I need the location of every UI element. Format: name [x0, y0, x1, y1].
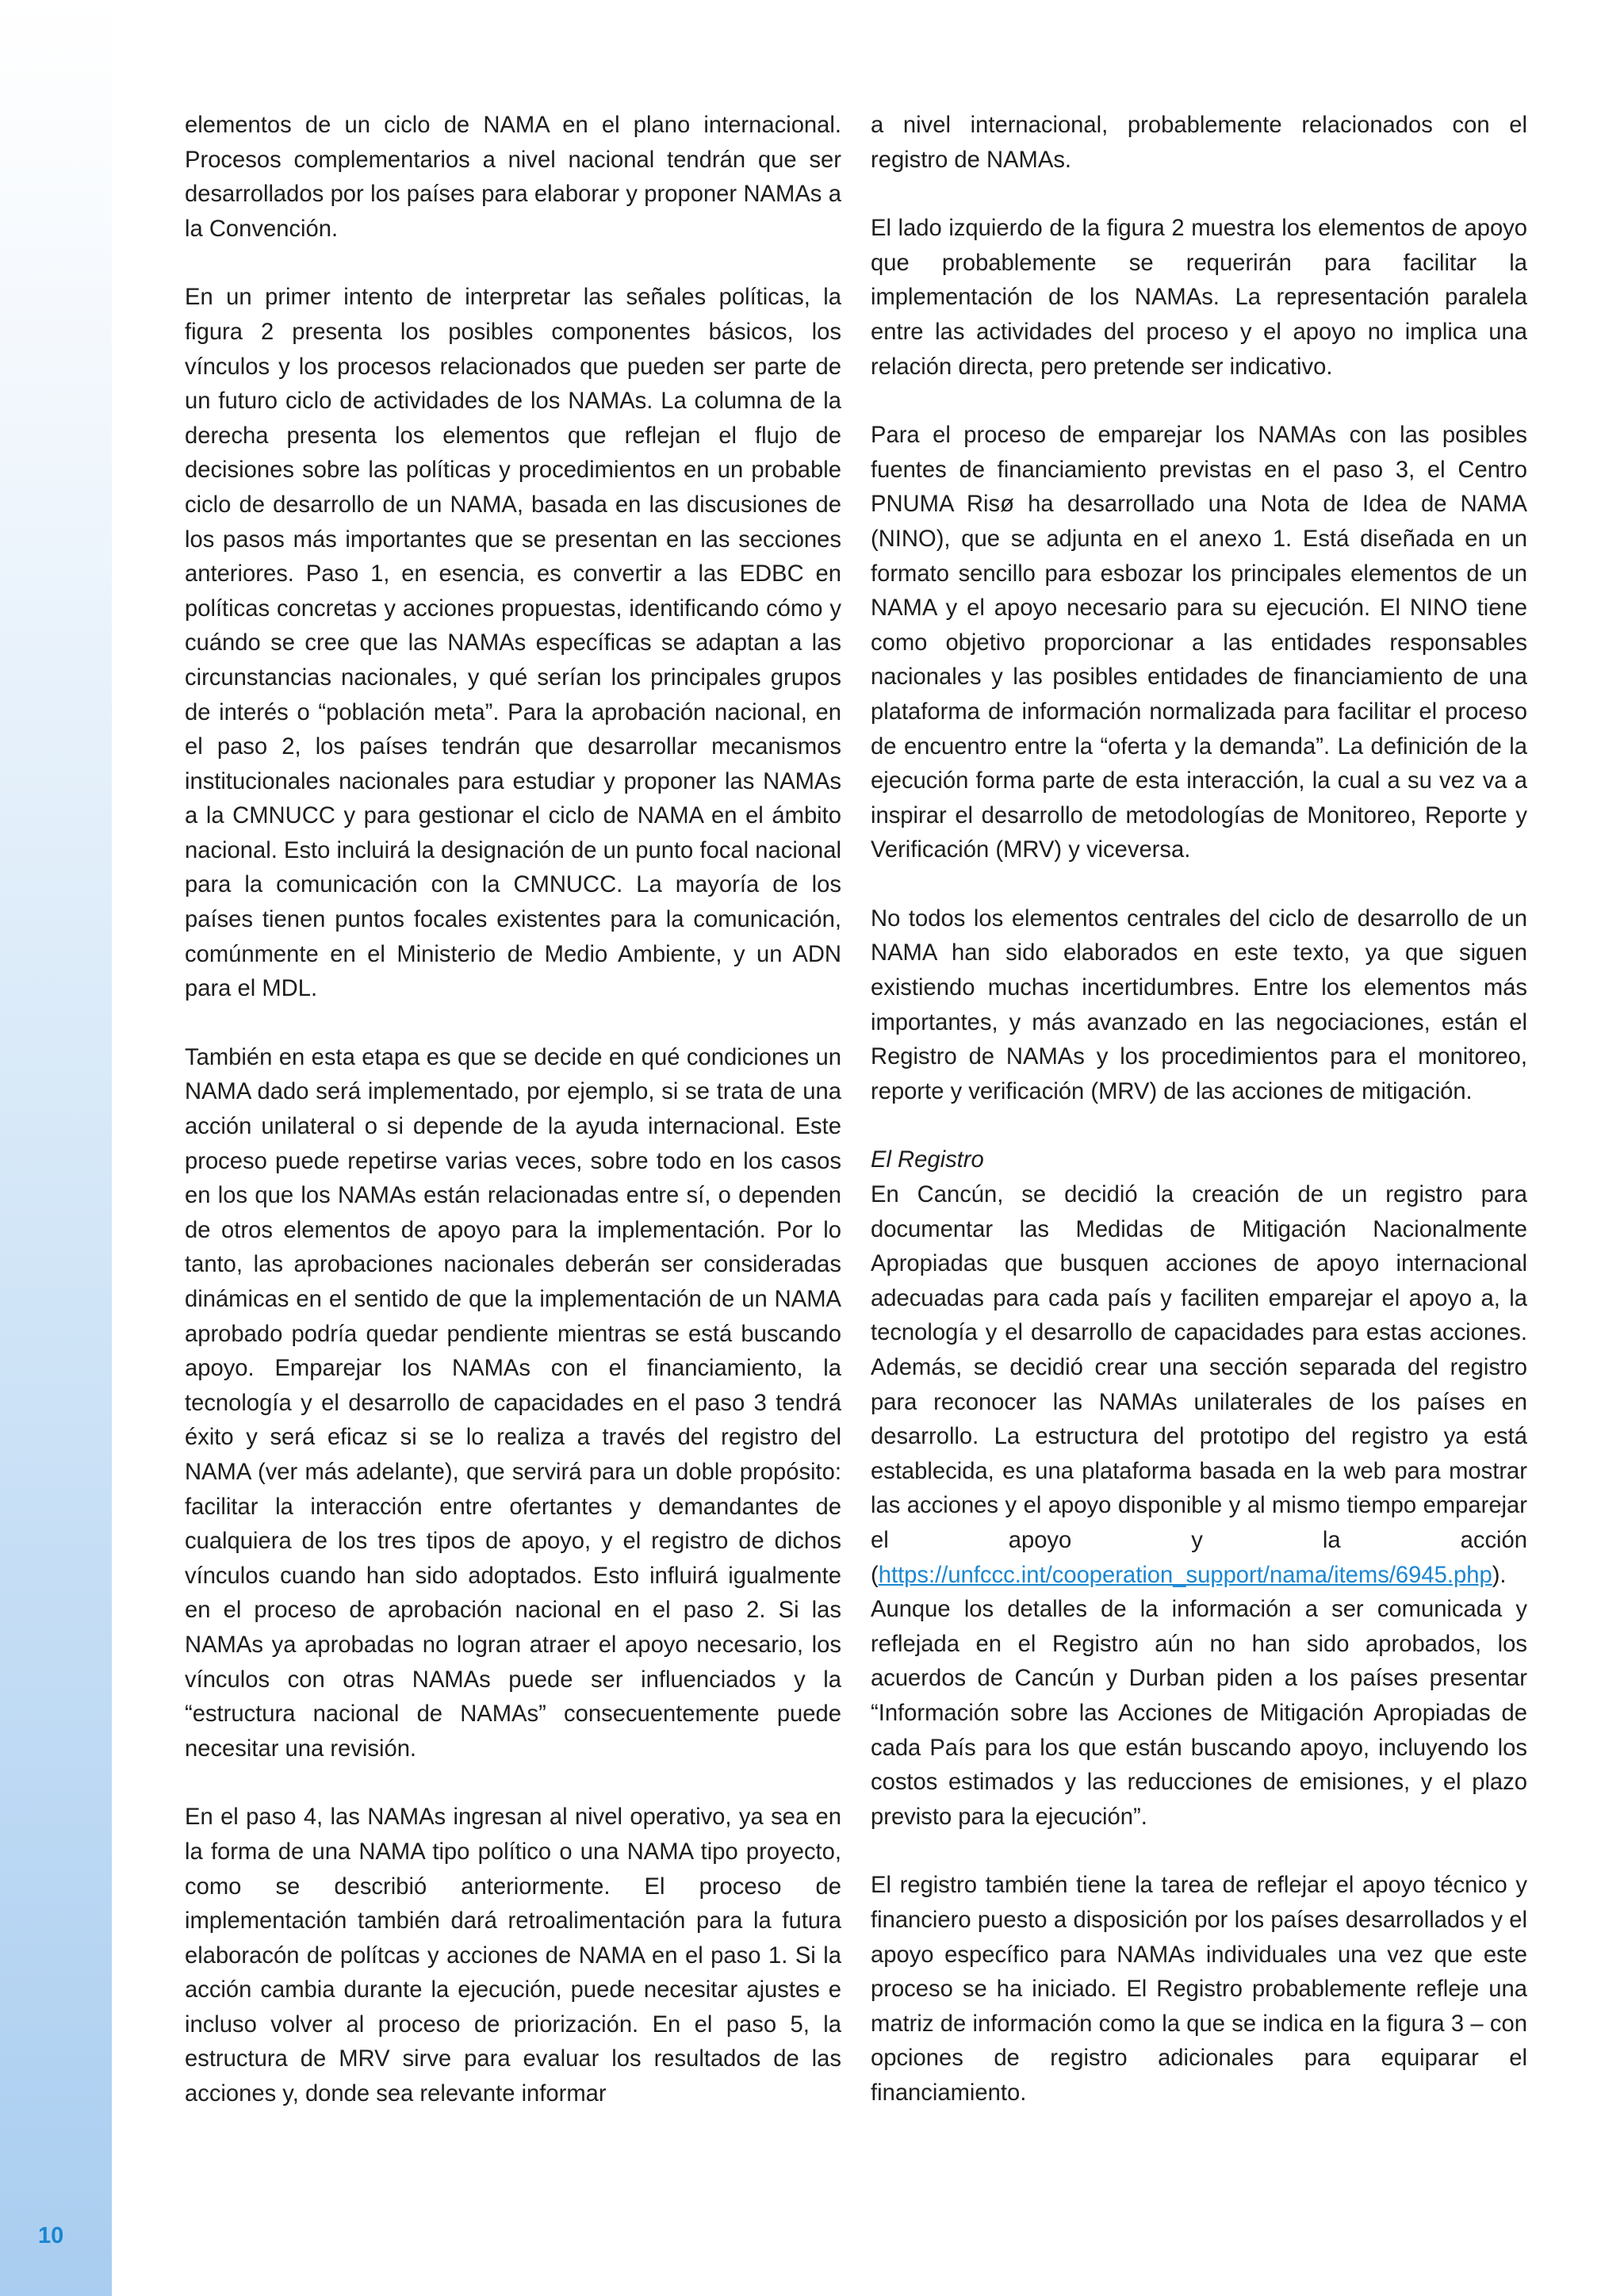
left-paragraph-3: También en esta etapa es que se decide en qué condiciones un NAMA dado será implementado, por ejemplo, si se trata de una acción unilateral o si depende de la ayuda internacional. Este proceso puede repetirse varias veces, sobre todo en los casos en los que los NAMAs están relacionadas entre sí, o dependen de otros elementos de apoyo para la implementación. Por lo tanto, las aprobaciones nacionales deberán ser consideradas dinámicas en el sentido de que la implementación de un NAMA aprobado podría quedar pendiente mientras se está buscando apoyo. Emparejar los NAMAs con el financiamiento, la tecnología y el desarrollo de capacidades en el paso 3 tendrá éxito y será eficaz si se lo realiza a través del registro del NAMA (ver más adelante), que servirá para un doble propósito: facilitar la interacción entre ofertantes y demandantes de cualquiera de los tres tipos de apoyo, y el registro de dichos vínculos cuando han sido adoptados. Esto influirá igualmente en el proceso de aprobación nacional en el paso 2. Si las NAMAs ya aprobadas no logran atraer el apoyo necesario, los vínculos con otras NAMAs puede ser influenciados y la “estructura nacional de NAMAs” consecuentemente puede necesitar una revisión.: [185, 1044, 841, 1762]
left-paragraph-1: elementos de un ciclo de NAMA en el plano internacional. Procesos complementarios a nivel nacional tendrán que ser desarrollados por los países para elaborar y proponer NAMAs a la Convención.: [185, 113, 841, 242]
registro-text-after-link: ). Aunque los detalles de la información a ser comunicada y reflejada en el Registro aún no han sido aprobados, los acuerdos de Cancún y Durban piden a los países presentar “Información sobre las Acciones de Mitigación Apropiadas de cada País para los que están buscando apoyo, incluyendo los costos estimados y las reducciones de emisiones, y el plazo previsto para la ejecución”.: [871, 1562, 1527, 1830]
right-paragraph-3: Para el proceso de emparejar los NAMAs con las posibles fuentes de financiamiento previstas en el paso 3, el Centro PNUMA Risø ha desarrollado una Nota de Idea de NAMA (NINO), que se adjunta en el anexo 1. Está diseñada en un formato sencillo para esbozar los principales elementos de un NAMA y el apoyo necesario para su ejecución. El NINO tiene como objetivo proporcionar a las entidades responsables nacionales y las posibles entidades de financiamiento de una plataforma de información normalizada para facilitar el proceso de encuentro entre la “oferta y la demanda”. La definición de la ejecución forma parte de esta interacción, la cual a su vez va a inspirar el desarrollo de metodologías de Monitoreo, Reporte y Verificación (MRV) y viceversa.: [871, 423, 1527, 863]
right-paragraph-4: No todos los elementos centrales del ciclo de desarrollo de un NAMA han sido elaborados en este texto, ya que siguen existiendo muchas incertidumbres. Entre los elementos más importantes, y más avanzado en las negociaciones, están el Registro de NAMAs y los procedimientos para el monitoreo, reporte y verificación (MRV) de las acciones de mitigación.: [871, 905, 1527, 1104]
right-paragraph-1: a nivel internacional, probablemente relacionados con el registro de NAMAs.: [871, 113, 1527, 173]
page-number: 10: [38, 2223, 64, 2248]
right-paragraph-6: El registro también tiene la tarea de reflejar el apoyo técnico y financiero puesto a disposición por los países desarrollados y el apoyo específico para NAMAs individuales una vez que este proceso se ha iniciado. El Registro probablemente refleje una matriz de información como la que se indica en la figura 3 – con opciones de registro adicionales para equiparar el financiamiento.: [871, 1873, 1527, 2106]
right-paragraph-2: El lado izquierdo de la figura 2 muestra los elementos de apoyo que probablemente se requerirán para facilitar la implementación de los NAMAs. La representación paralela entre las actividades del proceso y el apoyo no implica una relación directa, pero pretende ser indicativo.: [871, 216, 1527, 380]
left-paragraph-4: En el paso 4, las NAMAs ingresan al nivel operativo, ya sea en la forma de una NAMA tipo político o una NAMA tipo proyecto, como se describió anteriormente. El proceso de implementación también dará retroalimentación para la futura elaboracón de polítcas y acciones de NAMA en el paso 1. Si la acción cambia durante la ejecución, puede necesitar ajustes e incluso volver al proceso de priorización. En el paso 5, la estructura de MRV sirve para evaluar los resultados de las acciones y, donde sea relevante informar: [185, 1804, 841, 2107]
left-column: [185, 109, 841, 2112]
left-paragraph-2: En un primer intento de interpretar las señales políticas, la figura 2 presenta los posibles componentes básicos, los vínculos y los procesos relacionados que pueden ser parte de un futuro ciclo de actividades de los NAMAs. La columna de la derecha presenta los elementos que reflejan el flujo de decisiones sobre las políticas y procedimientos en un probable ciclo de desarrollo de un NAMA, basada en las discusiones de los pasos más importantes que se presentan en las secciones anteriores. Paso 1, en esencia, es convertir a las EDBC en políticas concretas y acciones propuestas, identificando cómo y cuándo se cree que las NAMAs específicas se adaptan a las circunstancias nacionales, y qué serían los principales grupos de interés o “población meta”. Para la aprobación nacional, en el paso 2, los países tendrán que desarrollar mecanismos institucionales nacionales para estudiar y proponer las NAMAs a la CMNUCC y para gestionar el ciclo de NAMA en el ámbito nacional. Esto incluirá la designación de un punto focal nacional para la comunicación con la CMNUCC. La mayoría de los países tienen puntos focales existentes para la comunicación, comúnmente en el Ministerio de Medio Ambiente, y un ADN para el MDL.: [185, 285, 841, 1002]
registro-section: [871, 1143, 1527, 1835]
unfccc-registry-link[interactable]: https://unfccc.int/cooperation_support/nama/items/6945.php: [878, 1562, 1492, 1588]
registro-text-before-link: En Cancún, se decidió la creación de un registro para documentar las Medidas de Mitigación Nacionalmente Apropiadas que busquen acciones de apoyo internacional adecuadas para cada país y faciliten emparejar el apoyo a, la tecnología y el desarrollo de capacidades para estas acciones. Además, se decidió crear una sección separada del registro para reconocer las NAMAs unilaterales de los países en desarrollo. La estructura del prototipo del registro ya está establecida, es una plataforma basada en la web para mostrar las acciones y el apoyo disponible y al mismo tiempo emparejar el apoyo y la acción (: [871, 1182, 1527, 1588]
registro-heading: El Registro: [871, 1147, 984, 1173]
right-column: [871, 109, 1527, 2110]
side-gradient-band: [0, 0, 112, 2296]
